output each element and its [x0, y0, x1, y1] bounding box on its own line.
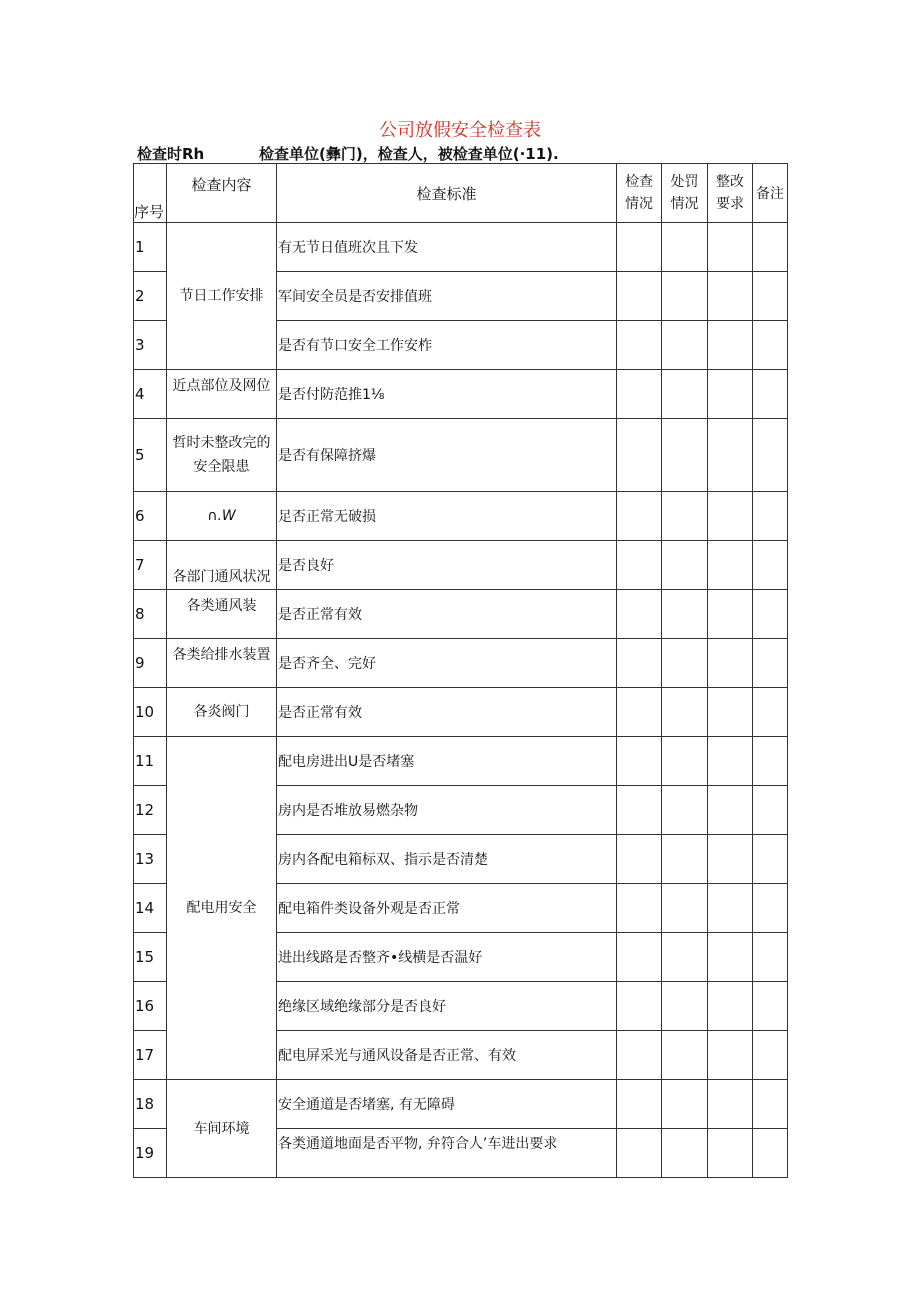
table-row	[134, 737, 788, 786]
row-number: 9	[134, 639, 167, 688]
table-row	[134, 419, 788, 492]
inspection-meta	[137, 143, 559, 164]
check-cell[interactable]	[617, 541, 662, 590]
table-row	[134, 688, 788, 737]
penalty-cell[interactable]	[662, 541, 708, 590]
rectify-cell[interactable]	[708, 737, 753, 786]
row-standard: 配电房进出U是否堵塞	[277, 737, 617, 786]
header-penalty-line2: 情况	[670, 196, 699, 212]
check-cell[interactable]	[617, 786, 662, 835]
category-drainage: 各类给排水装置	[167, 639, 277, 688]
rectify-cell[interactable]	[708, 786, 753, 835]
row-number: 14	[134, 884, 167, 933]
row-number: 10	[134, 688, 167, 737]
check-cell[interactable]	[617, 419, 662, 492]
category-holiday: 节日工作安排	[167, 223, 277, 370]
penalty-cell[interactable]	[662, 982, 708, 1031]
row-standard: 有无节日值班次且下发	[277, 223, 617, 272]
row-number: 12	[134, 786, 167, 835]
page-title: 公司放假安全检查表	[379, 120, 541, 141]
category-vent-device: 各类通风装	[167, 590, 277, 639]
row-standard: 绝缘区域绝缘部分是否良好	[277, 982, 617, 1031]
remark-cell[interactable]	[753, 639, 788, 688]
check-cell[interactable]	[617, 321, 662, 370]
category-hazard: 哲时未整改完的安全限患	[167, 419, 277, 492]
row-standard: 是否齐全、完好	[277, 639, 617, 688]
row-number: 11	[134, 737, 167, 786]
check-cell[interactable]	[617, 272, 662, 321]
rectify-cell[interactable]	[708, 688, 753, 737]
penalty-cell[interactable]	[662, 419, 708, 492]
row-number: 18	[134, 1080, 167, 1129]
remark-cell[interactable]	[753, 688, 788, 737]
row-standard: 是否良好	[277, 541, 617, 590]
penalty-cell[interactable]	[662, 223, 708, 272]
header-rectify-line2: 要求	[716, 196, 744, 212]
table-row	[134, 223, 788, 272]
remark-cell[interactable]	[753, 737, 788, 786]
penalty-cell[interactable]	[662, 1080, 708, 1129]
check-cell[interactable]	[617, 1080, 662, 1129]
rectify-cell[interactable]	[708, 835, 753, 884]
inspection-units-text: 检查单位(彝门)，检查人，被检查单位(·11).	[259, 145, 559, 163]
row-standard: 是否有保障挤爆	[277, 419, 617, 492]
row-number: 7	[134, 541, 167, 590]
table-row	[134, 370, 788, 419]
row-number: 19	[134, 1129, 167, 1178]
header-rectify-line1: 整改	[716, 174, 744, 190]
remark-cell[interactable]	[753, 321, 788, 370]
row-number: 17	[134, 1031, 167, 1080]
penalty-cell[interactable]	[662, 786, 708, 835]
rectify-cell[interactable]	[708, 272, 753, 321]
header-penalty	[662, 164, 708, 223]
remark-cell[interactable]	[753, 933, 788, 982]
row-number: 13	[134, 835, 167, 884]
rectify-cell[interactable]	[708, 1031, 753, 1080]
remark-cell[interactable]	[753, 835, 788, 884]
rectify-cell[interactable]	[708, 884, 753, 933]
penalty-cell[interactable]	[662, 639, 708, 688]
header-standard: 检查标准	[277, 164, 617, 223]
rectify-cell[interactable]	[708, 1129, 753, 1178]
remark-cell[interactable]	[753, 1129, 788, 1178]
penalty-cell[interactable]	[662, 1129, 708, 1178]
rectify-cell[interactable]	[708, 982, 753, 1031]
remark-cell[interactable]	[753, 370, 788, 419]
penalty-cell[interactable]	[662, 933, 708, 982]
check-cell[interactable]	[617, 590, 662, 639]
row-standard: 足否正常无破损	[277, 492, 617, 541]
row-number: 4	[134, 370, 167, 419]
check-cell[interactable]	[617, 1129, 662, 1178]
check-cell[interactable]	[617, 370, 662, 419]
penalty-cell[interactable]	[662, 272, 708, 321]
row-standard: 是否付防范推1⅛	[277, 370, 617, 419]
row-number: 15	[134, 933, 167, 982]
row-standard: 各类通道地面是否平物, 弁符合人’车进出要求	[277, 1129, 617, 1178]
header-row	[134, 164, 788, 223]
header-check-line2: 情况	[625, 196, 653, 212]
check-cell[interactable]	[617, 688, 662, 737]
row-standard: 进出线路是否整齐•线横是否温好	[277, 933, 617, 982]
rectify-cell[interactable]	[708, 492, 753, 541]
check-cell[interactable]	[617, 737, 662, 786]
rectify-cell[interactable]	[708, 223, 753, 272]
header-penalty-line1: 处罚	[670, 174, 699, 190]
remark-cell[interactable]	[753, 272, 788, 321]
header-rectify	[708, 164, 753, 223]
row-number: 6	[134, 492, 167, 541]
header-no: 序号	[134, 164, 167, 223]
row-standard: 配电屏采光与通风设备是否正常、有效	[277, 1031, 617, 1080]
row-number: 2	[134, 272, 167, 321]
header-check-line1: 检查	[625, 174, 653, 190]
category-ventilation: 各部门通风状况	[167, 541, 277, 590]
row-number: 1	[134, 223, 167, 272]
penalty-cell[interactable]	[662, 370, 708, 419]
rectify-cell[interactable]	[708, 1080, 753, 1129]
rectify-cell[interactable]	[708, 933, 753, 982]
remark-cell[interactable]	[753, 982, 788, 1031]
table-row	[134, 541, 788, 590]
table-row	[134, 492, 788, 541]
table-row	[134, 590, 788, 639]
row-number: 16	[134, 982, 167, 1031]
remark-cell[interactable]	[753, 590, 788, 639]
remark-cell[interactable]	[753, 541, 788, 590]
penalty-cell[interactable]	[662, 835, 708, 884]
rectify-cell[interactable]	[708, 419, 753, 492]
penalty-cell[interactable]	[662, 492, 708, 541]
table-row	[134, 1080, 788, 1129]
check-cell[interactable]	[617, 492, 662, 541]
row-standard: 是否正常有效	[277, 590, 617, 639]
remark-cell[interactable]	[753, 1080, 788, 1129]
remark-cell[interactable]	[753, 1031, 788, 1080]
category-valves: 各炎阀门	[167, 688, 277, 737]
header-remark: 备注	[753, 164, 788, 223]
remark-cell[interactable]	[753, 786, 788, 835]
table-row	[134, 639, 788, 688]
row-number: 3	[134, 321, 167, 370]
penalty-cell[interactable]	[662, 884, 708, 933]
check-cell[interactable]	[617, 1031, 662, 1080]
rectify-cell[interactable]	[708, 370, 753, 419]
inspection-table	[133, 163, 788, 1178]
check-cell[interactable]	[617, 223, 662, 272]
category-6: ∩.W	[167, 492, 277, 541]
row-standard: 房内各配电箱标双、指示是否清楚	[277, 835, 617, 884]
rectify-cell[interactable]	[708, 639, 753, 688]
check-cell[interactable]	[617, 639, 662, 688]
inspection-time-label: 检查时Rh	[137, 145, 205, 163]
check-cell[interactable]	[617, 835, 662, 884]
category-power: 配电用安全	[167, 737, 277, 1080]
row-number: 8	[134, 590, 167, 639]
check-cell[interactable]	[617, 982, 662, 1031]
header-check	[617, 164, 662, 223]
row-standard: 房内是否堆放易燃杂物	[277, 786, 617, 835]
rectify-cell[interactable]	[708, 541, 753, 590]
category-key-parts: 近点部位及网位	[167, 370, 277, 419]
row-standard: 是否有节口安全工作安柞	[277, 321, 617, 370]
penalty-cell[interactable]	[662, 321, 708, 370]
penalty-cell[interactable]	[662, 688, 708, 737]
penalty-cell[interactable]	[662, 590, 708, 639]
remark-cell[interactable]	[753, 223, 788, 272]
check-cell[interactable]	[617, 884, 662, 933]
header-content: 检查内容	[167, 164, 277, 223]
penalty-cell[interactable]	[662, 1031, 708, 1080]
category-workshop: 车间环境	[167, 1080, 277, 1178]
row-standard: 配电箱件类设备外观是否正常	[277, 884, 617, 933]
row-standard: 是否正常有效	[277, 688, 617, 737]
check-cell[interactable]	[617, 933, 662, 982]
rectify-cell[interactable]	[708, 590, 753, 639]
remark-cell[interactable]	[753, 884, 788, 933]
row-standard: 军间安全员是否安排值班	[277, 272, 617, 321]
remark-cell[interactable]	[753, 419, 788, 492]
row-standard: 安全通道是否堵塞, 有无障碍	[277, 1080, 617, 1129]
remark-cell[interactable]	[753, 492, 788, 541]
rectify-cell[interactable]	[708, 321, 753, 370]
row-number: 5	[134, 419, 167, 492]
penalty-cell[interactable]	[662, 737, 708, 786]
